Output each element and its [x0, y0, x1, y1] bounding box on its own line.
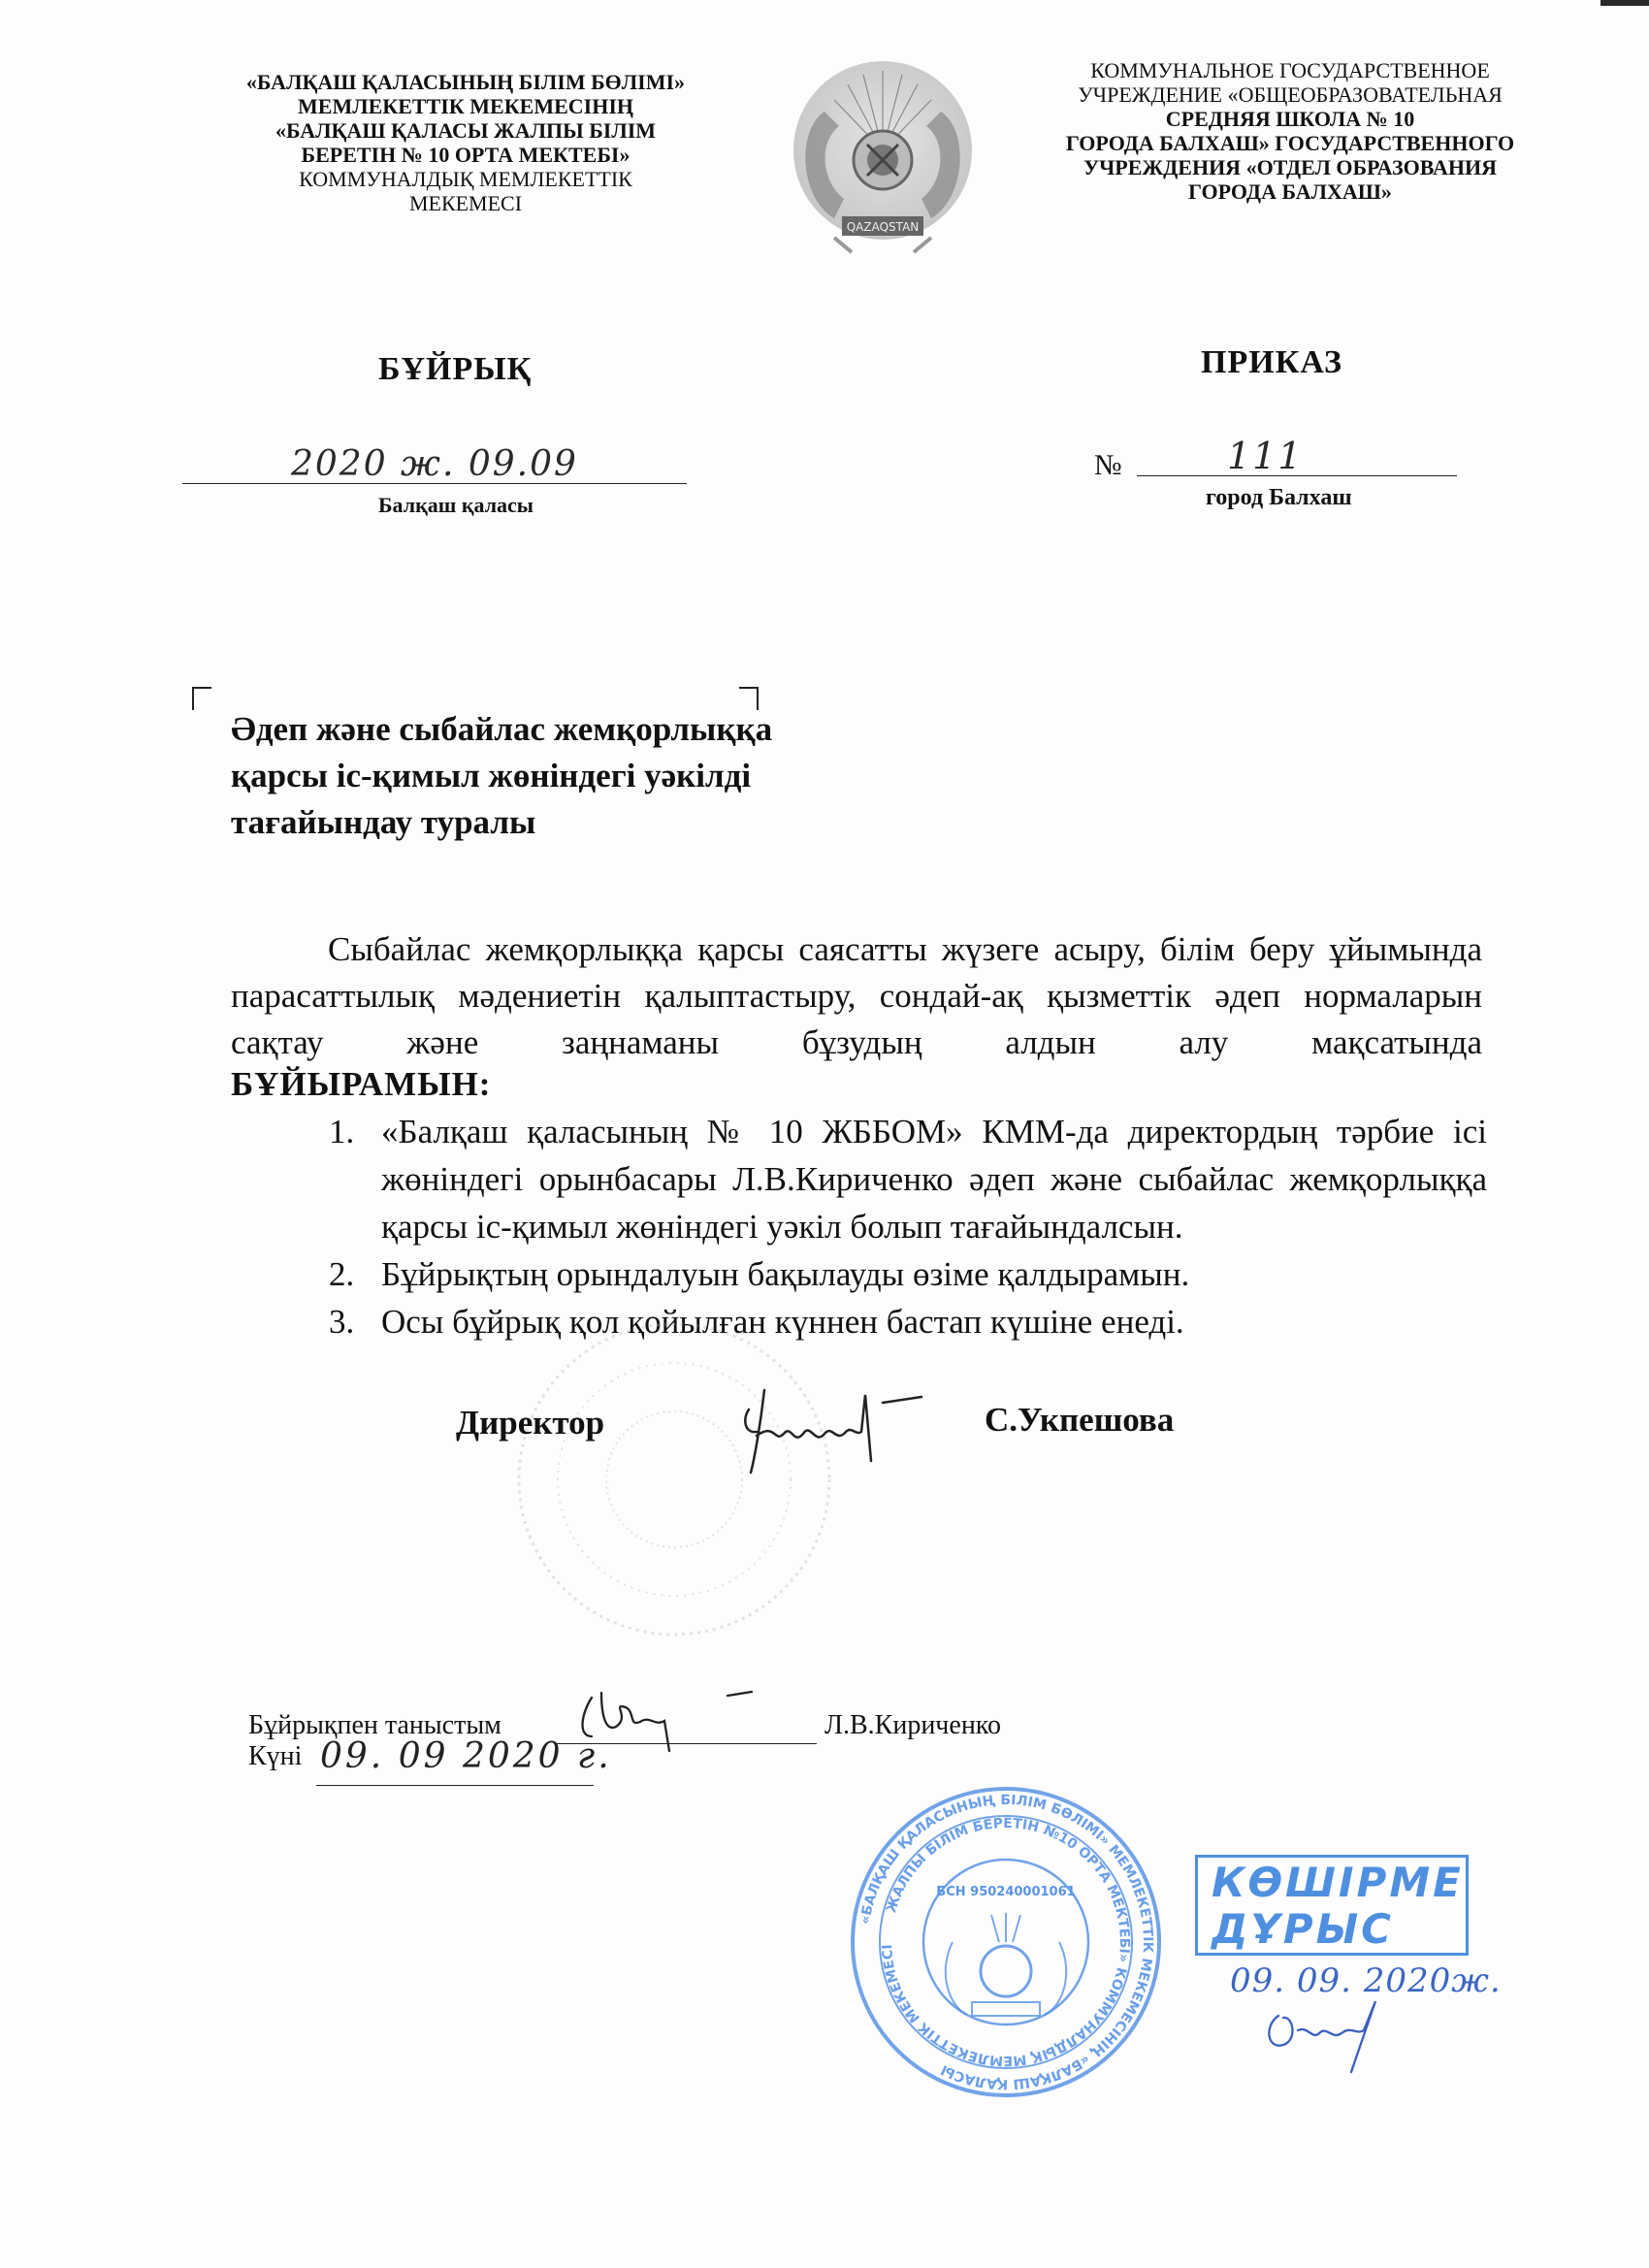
city-ru: город Балхаш — [1206, 485, 1352, 510]
header-ru-line: УЧРЕЖДЕНИЯ «ОТДЕЛ ОБРАЗОВАНИЯ — [1083, 155, 1498, 179]
number-sign: № — [1094, 449, 1122, 481]
acknowledgement-date-label: Күні — [248, 1741, 303, 1771]
order-preamble — [231, 926, 1482, 1066]
order-item-number: 2. — [329, 1255, 355, 1293]
order-item — [323, 1250, 1487, 1298]
date-underline — [182, 483, 687, 484]
order-item — [323, 1298, 1487, 1345]
svg-text:ЖАЛПЫ БІЛІМ БЕРЕТІН №10 ОРТА М — [880, 1816, 1132, 2068]
acknowledgement-label: Бұйрықпен таныстым — [248, 1710, 501, 1740]
order-subject — [231, 706, 852, 846]
subject-corner-left — [192, 687, 211, 710]
seal-bin: БСН 950240001061 — [936, 1885, 1076, 1899]
official-seal-icon — [846, 1787, 1166, 2097]
acknowledgement-date-handwritten: 09. 09 2020 г. — [320, 1736, 612, 1776]
document-title-ru: ПРИКАЗ — [1201, 344, 1342, 380]
order-items-list — [323, 1108, 1487, 1345]
subject-line: қарсы іс-қимыл жөніндегі уәкілді — [231, 757, 752, 794]
number-underline — [1137, 475, 1457, 476]
copy-stamp-line2: ДҰРЫС — [1212, 1905, 1394, 1953]
header-kz-line: МЕМЛЕКЕТТІК МЕКЕМЕСІНІҢ — [298, 94, 633, 118]
svg-text:«БАЛҚАШ ҚАЛАСЫНЫҢ БІЛІМ БӨЛІМІ — [857, 1793, 1155, 2091]
order-item-text: Бұйрықтың орындалуын бақылауды өзіме қалдырамын. — [381, 1255, 1190, 1293]
director-name: С.Укпешова — [985, 1401, 1175, 1439]
order-number-handwritten: 111 — [1227, 435, 1304, 477]
copy-correct-stamp — [1195, 1855, 1469, 1956]
header-kz-line: «БАЛҚАШ ҚАЛАСЫ ЖАЛПЫ БІЛІМ — [275, 118, 657, 143]
header-ru-line: ГОРОДА БАЛХАШ» — [1188, 179, 1392, 204]
order-item-number: 1. — [329, 1113, 355, 1150]
order-item — [323, 1108, 1487, 1250]
header-kz-line: БЕРЕТІН № 10 ОРТА МЕКТЕБІ» — [301, 143, 630, 167]
order-date-handwritten: 2020 ж. 09.09 — [291, 444, 578, 484]
document-title-kz: БҰЙРЫҚ — [378, 351, 533, 387]
seal-inner-text: ЖАЛПЫ БІЛІМ БЕРЕТІН №10 ОРТА МЕКТЕБІ» КОММУНАЛДЫҚ МЕМЛЕКЕТТІК МЕКЕМЕСІ — [880, 1815, 1133, 2069]
preamble-text: Сыбайлас жемқорлыққа қарсы саясатты жүзеге асыру, білім беру ұйымында парасаттылық мәдениетін қалыптастыру, сондай-ақ қызметтік әдеп нормаларын сақтау және заңнаманы бұзудың алдын алу мақсатында — [231, 930, 1482, 1061]
subject-line: тағайындау туралы — [231, 803, 536, 841]
copy-stamp-date-handwritten: 09. 09. 2020ж. — [1230, 1961, 1502, 2000]
acknowledgement-date-underline — [316, 1785, 594, 1786]
header-ru-line: ГОРОДА БАЛХАШ» ГОСУДАРСТВЕННОГО — [1065, 131, 1515, 155]
kazakhstan-coat-of-arms-icon — [766, 53, 999, 262]
acknowledgement-name: Л.В.Кириченко — [824, 1710, 1001, 1740]
header-kz-institution — [194, 70, 737, 215]
director-role: Директор — [456, 1404, 605, 1442]
order-word: БҰЙЫРАМЫН: — [231, 1065, 492, 1103]
director-signature-icon — [737, 1376, 970, 1482]
city-kz: Балқаш қаласы — [378, 493, 534, 517]
header-ru-institution — [1028, 58, 1552, 204]
order-item-text: «Балқаш қаласының № 10 ЖББОМ» КММ-да директордың тәрбие ісі жөніндегі орынбасары Л.В.Кириченко әдеп және сыбайлас жемқорлыққа қарсы іс-қимыл жөніндегі уәкіл болып тағайындалсын. — [381, 1113, 1487, 1246]
header-kz-line: «БАЛҚАШ ҚАЛАСЫНЫҢ БІЛІМ БӨЛІМІ» — [245, 70, 686, 94]
copy-stamp-line1: КӨШІРМЕ — [1212, 1859, 1464, 1906]
subject-line: Әдеп және сыбайлас жемқорлыққа — [231, 710, 773, 748]
order-item-text: Осы бұйрық қол қойылған күннен бастап күшіне енеді. — [381, 1303, 1184, 1341]
order-item-number: 3. — [329, 1303, 355, 1341]
header-ru-line: УЧРЕЖДЕНИЕ «ОБЩЕОБРАЗОВАТЕЛЬНАЯ — [1078, 82, 1503, 107]
header-kz-line: МЕКЕМЕСІ — [408, 191, 523, 215]
header-kz-line: КОММУНАЛДЫҚ МЕМЛЕКЕТТІК — [299, 167, 632, 191]
header-ru-line: КОММУНАЛЬНОЕ ГОСУДАРСТВЕННОЕ — [1090, 58, 1490, 82]
emblem-label: QAZAQSTAN — [846, 220, 920, 234]
header-ru-line: СРЕДНЯЯ ШКОЛА № 10 — [1165, 107, 1415, 131]
seal-outer-text: «БАЛҚАШ ҚАЛАСЫНЫҢ БІЛІМ БӨЛІМІ» МЕМЛЕКЕТТІК МЕКЕМЕСІНІҢ «БАЛҚАШ ҚАЛАСЫ — [857, 1792, 1156, 2092]
copy-stamp-signature-icon — [1259, 1996, 1405, 2074]
scan-edge-mark — [1600, 0, 1649, 6]
